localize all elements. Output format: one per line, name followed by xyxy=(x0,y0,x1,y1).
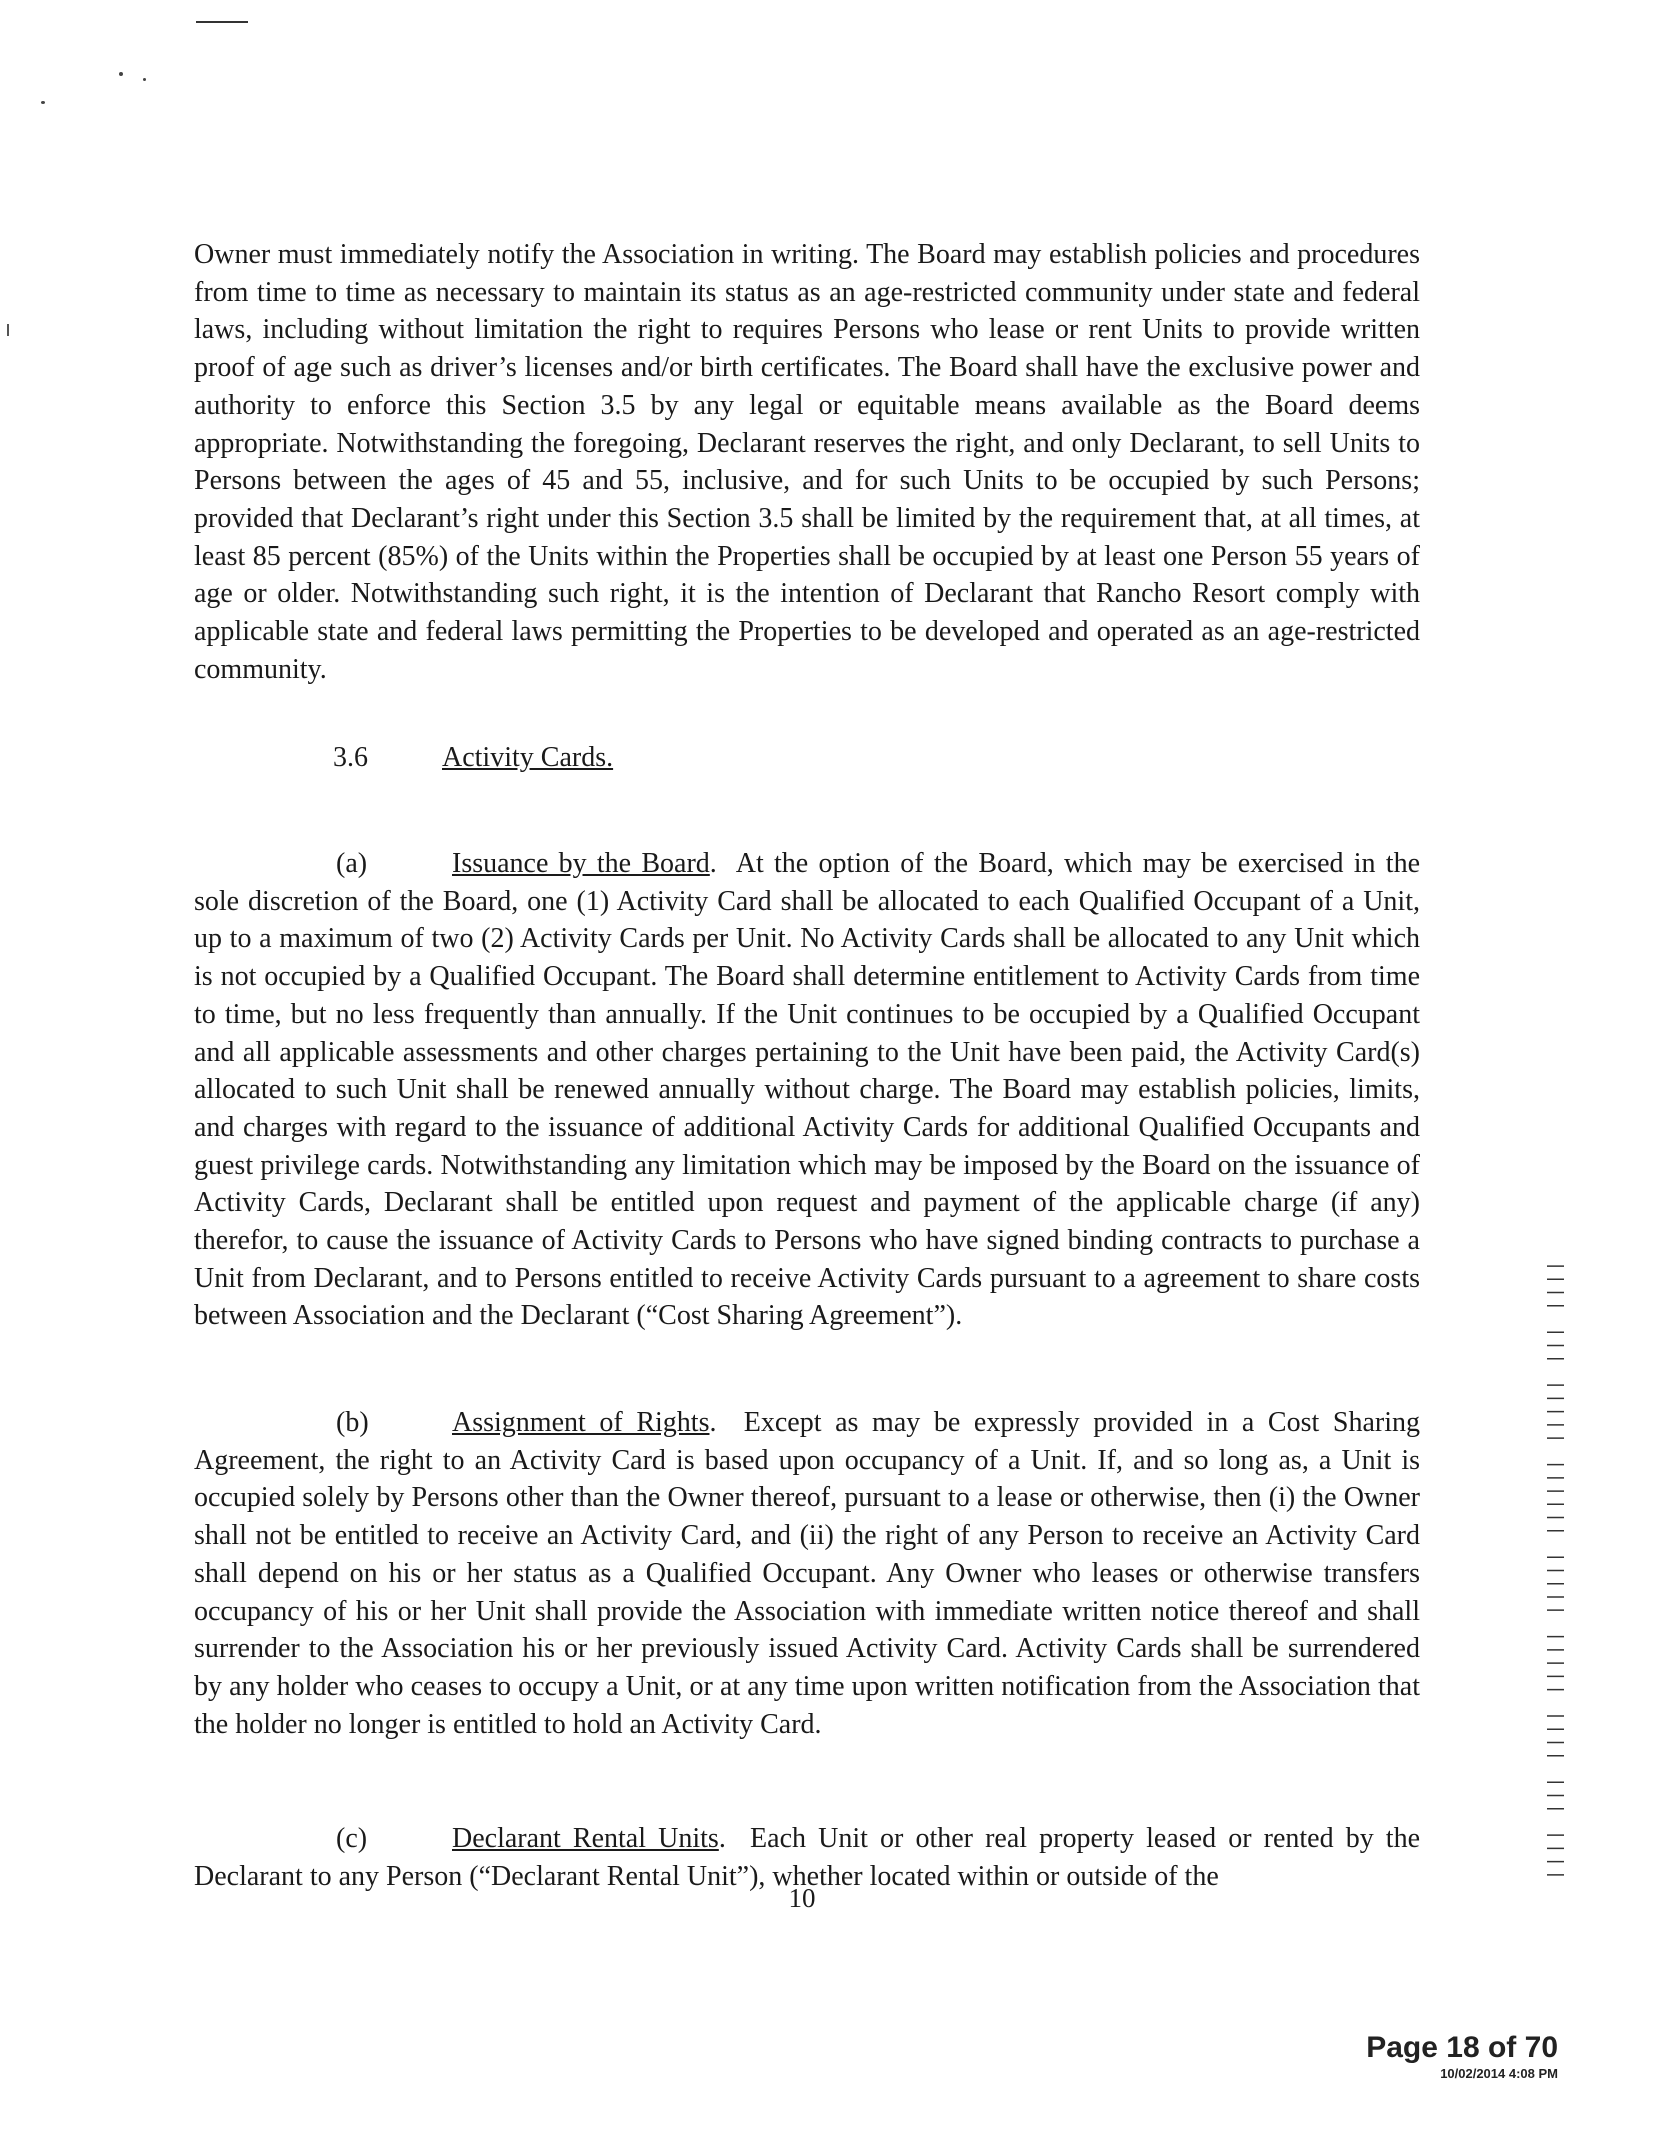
subsection-text: At the option of the Board, which may be exercised in the sole discretion of the Board, one (1) Activity Card shall be allocated to each Qualified Occupant of a Unit, up to a maximum of two (2) Activity Cards per Unit. No Activity Cards shall be allocated to any Unit which is not occupied by a Qualified Occupant. The Board shall determine entitlement to Activity Cards from time to time, but no less frequently than annually. If the Unit continues to be occupied by a Qualified Occupant and all applicable assessments and other charges pertaining to the Unit have been paid, the Activity Card(s) allocated to such Unit shall be renewed annually without charge. The Board may establish policies, limits, and charges with regard to the issuance of additional Activity Cards for additional Qualified Occupants and guest privilege cards. Notwithstanding any limitation which may be imposed by the Board on the issuance of Activity Cards, Declarant shall be entitled upon request and payment of the applicable charge (if any) therefor, to cause the issuance of Activity Cards to Persons who have signed binding contracts to purchase a Unit from Declarant, and to Persons entitled to receive Activity Cards pursuant to a agreement to share costs between Association and the Declarant (“Cost Sharing Agreement”). xyxy=(194,848,1420,1332)
subsection-title: Issuance by the Board xyxy=(452,848,710,879)
page-number: 10 xyxy=(788,1883,816,1913)
footer-page-label: Page 18 of 70 xyxy=(1366,2031,1558,2064)
subsection-title: Assignment of Rights xyxy=(452,1407,710,1438)
subsection-label: (c) xyxy=(336,1823,368,1854)
margin-tick xyxy=(7,324,9,336)
section-title: Activity Cards. xyxy=(442,742,614,773)
paragraph-age-restriction: Owner must immediately notify the Association in writing. The Board may establish policies and procedures from time to time as necessary to maintain its status as an age-restricted community under state and federal laws, including without limitation the right to requires Persons who lease or rent Units to provide written proof of age such as driver’s licenses and/or birth certificates. The Board shall have the exclusive power and authority to enforce this Section 3.5 by any legal or equitable means available as the Board deems appropriate. Notwithstanding the foregoing, Declarant reserves the right, and only Declarant, to sell Units to Persons between the ages of 45 and 55, inclusive, and for such Units to be occupied by such Persons; provided that Declarant’s right under this Section 3.5 shall be limited by the requirement that, at all times, at least 85 percent (85%) of the Units within the Properties shall be occupied by at least one Person 55 years of age or older. Notwithstanding such right, it is the intention of Declarant that Rancho Resort comply with applicable state and federal laws permitting the Properties to be developed and operated as an age-restricted community. xyxy=(194,239,1420,685)
section-heading xyxy=(333,742,613,774)
subsection-c: (c) Declarant Rental Units. Each Unit or other real property leased or rented by the Declarant to any Person (“Declarant Rental Unit”), whether located within or outside of the xyxy=(194,1820,1420,1895)
subsection-label: (a) xyxy=(336,848,368,879)
scan-speck xyxy=(41,101,45,104)
subsection-text: Each Unit or other real property leased or rented by the Declarant to any Person (“Declarant Rental Unit”), whether located within or outside of the xyxy=(194,1823,1421,1892)
recording-barcode-stamp: |||| ||| |||| ||||| ||||| |||||| ||||| ||| |||| xyxy=(1545,1257,1565,1880)
scan-speck xyxy=(143,78,146,81)
top-scan-rule xyxy=(196,21,248,23)
subsection-a: (a) Issuance by the Board. At the option of the Board, which may be exercised in the sole discretion of the Board, one (1) Activity Card shall be allocated to each Qualified Occupant of a Unit, up to a maximum of two (2) Activity Cards per Unit. No Activity Cards shall be allocated to any Unit which is not occupied by a Qualified Occupant. The Board shall determine entitlement to Activity Cards from time to time, but no less frequently than annually. If the Unit continues to be occupied by a Qualified Occupant and all applicable assessments and other charges pertaining to the Unit have been paid, the Activity Card(s) allocated to such Unit shall be renewed annually without charge. The Board may establish policies, limits, and charges with regard to the issuance of additional Activity Cards for additional Qualified Occupants and guest privilege cards. Notwithstanding any limitation which may be imposed by the Board on the issuance of Activity Cards, Declarant shall be entitled upon request and payment of the applicable charge (if any) therefor, to cause the issuance of Activity Cards to Persons who have signed binding contracts to purchase a Unit from Declarant, and to Persons entitled to receive Activity Cards pursuant to a agreement to share costs between Association and the Declarant (“Cost Sharing Agreement”). xyxy=(194,845,1420,1335)
subsection-label: (b) xyxy=(336,1407,369,1438)
footer-timestamp: 10/02/2014 4:08 PM xyxy=(1440,2066,1558,2081)
scan-speck xyxy=(119,72,123,76)
subsection-title: Declarant Rental Units xyxy=(452,1823,719,1854)
section-number: 3.6 xyxy=(333,742,368,773)
subsection-b: (b) Assignment of Rights. Except as may be expressly provided in a Cost Sharing Agreement, the right to an Activity Card is based upon occupancy of a Unit. If, and so long as, a Unit is occupied solely by Persons other than the Owner thereof, pursuant to a lease or otherwise, then (i) the Owner shall not be entitled to receive an Activity Card, and (ii) the right of any Person to receive an Activity Card shall depend on his or her status as a Qualified Occupant. Any Owner who leases or otherwise transfers occupancy of his or her Unit shall provide the Association with immediate written notice thereof and shall surrender to the Association his or her previously issued Activity Card. Activity Cards shall be surrendered by any holder who ceases to occupy a Unit, or at any time upon written notification from the Association that the holder no longer is entitled to hold an Activity Card. xyxy=(194,1404,1420,1743)
subsection-text: Except as may be expressly provided in a Cost Sharing Agreement, the right to an Activity Card is based upon occupancy of a Unit. If, and so long as, a Unit is occupied solely by Persons other than the Owner thereof, pursuant to a lease or otherwise, then (i) the Owner shall not be entitled to receive an Activity Card, and (ii) the right of any Person to receive an Activity Card shall depend on his or her status as a Qualified Occupant. Any Owner who leases or otherwise transfers occupancy of his or her Unit shall provide the Association with immediate written notice thereof and shall surrender to the Association his or her previously issued Activity Card. Activity Cards shall be surrendered by any holder who ceases to occupy a Unit, or at any time upon written notification from the Association that the holder no longer is entitled to hold an Activity Card. xyxy=(194,1407,1420,1740)
